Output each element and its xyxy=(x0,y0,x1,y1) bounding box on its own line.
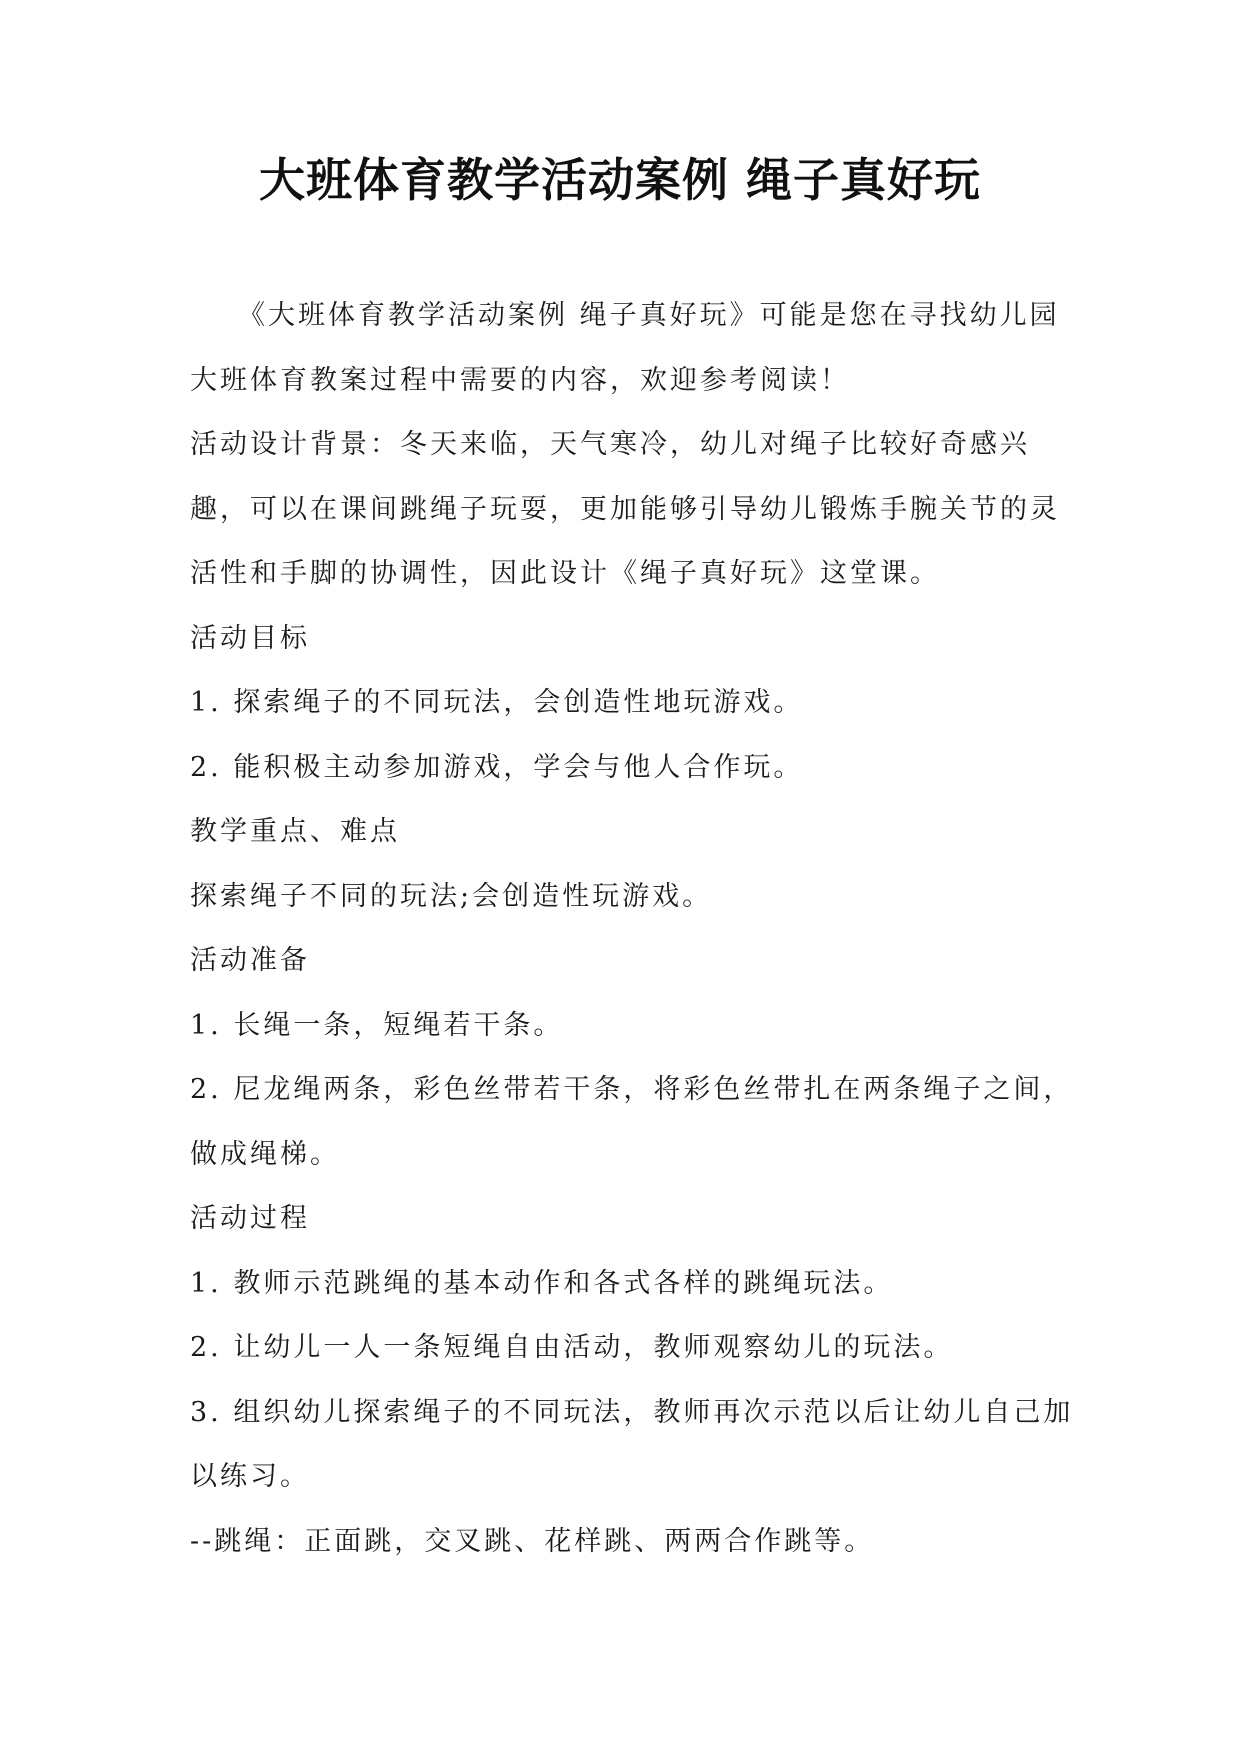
section-heading-goals: 活动目标 xyxy=(190,622,310,654)
preparation-item-2: 2. 尼龙绳两条，彩色丝带若干条，将彩色丝带扎在两条绳子之间， xyxy=(190,1074,1074,1105)
background-line-3: 活性和手脚的协调性，因此设计《绳子真好玩》这堂课。 xyxy=(190,558,940,589)
document-title: 大班体育教学活动案例 绳子真好玩 xyxy=(258,153,981,207)
process-item-3: 3. 组织幼儿探索绳子的不同玩法，教师再次示范以后让幼儿自己加 xyxy=(190,1396,1074,1428)
process-item-3-continued: 以练习。 xyxy=(190,1461,310,1492)
jump-rope-methods: --跳绳：正面跳，交叉跳、花样跳、两两合作跳等。 xyxy=(190,1525,875,1557)
background-line-2: 趣，可以在课间跳绳子玩耍，更加能够引导幼儿锻炼手腕关节的灵 xyxy=(190,493,1060,525)
intro-line-1: 《大班体育教学活动案例 绳子真好玩》可能是您在寻找幼儿园 xyxy=(238,300,1060,331)
section-heading-key-points: 教学重点、难点 xyxy=(190,816,400,847)
goal-item-1: 1. 探索绳子的不同玩法，会创造性地玩游戏。 xyxy=(190,687,804,718)
preparation-item-2-continued: 做成绳梯。 xyxy=(190,1138,340,1170)
key-points-text: 探索绳子不同的玩法;会创造性玩游戏。 xyxy=(190,880,713,912)
section-heading-preparation: 活动准备 xyxy=(190,945,310,976)
section-heading-process: 活动过程 xyxy=(190,1203,310,1234)
goal-item-2: 2. 能积极主动参加游戏，学会与他人合作玩。 xyxy=(190,751,804,783)
preparation-item-1: 1. 长绳一条，短绳若干条。 xyxy=(190,1009,564,1041)
process-item-2: 2. 让幼儿一人一条短绳自由活动，教师观察幼儿的玩法。 xyxy=(190,1332,954,1363)
document-body xyxy=(190,284,1074,1574)
intro-line-2: 大班体育教案过程中需要的内容，欢迎参考阅读！ xyxy=(190,364,850,396)
process-item-1: 1. 教师示范跳绳的基本动作和各式各样的跳绳玩法。 xyxy=(190,1267,894,1299)
background-line-1: 活动设计背景：冬天来临，天气寒冷，幼儿对绳子比较好奇感兴 xyxy=(190,429,1030,460)
